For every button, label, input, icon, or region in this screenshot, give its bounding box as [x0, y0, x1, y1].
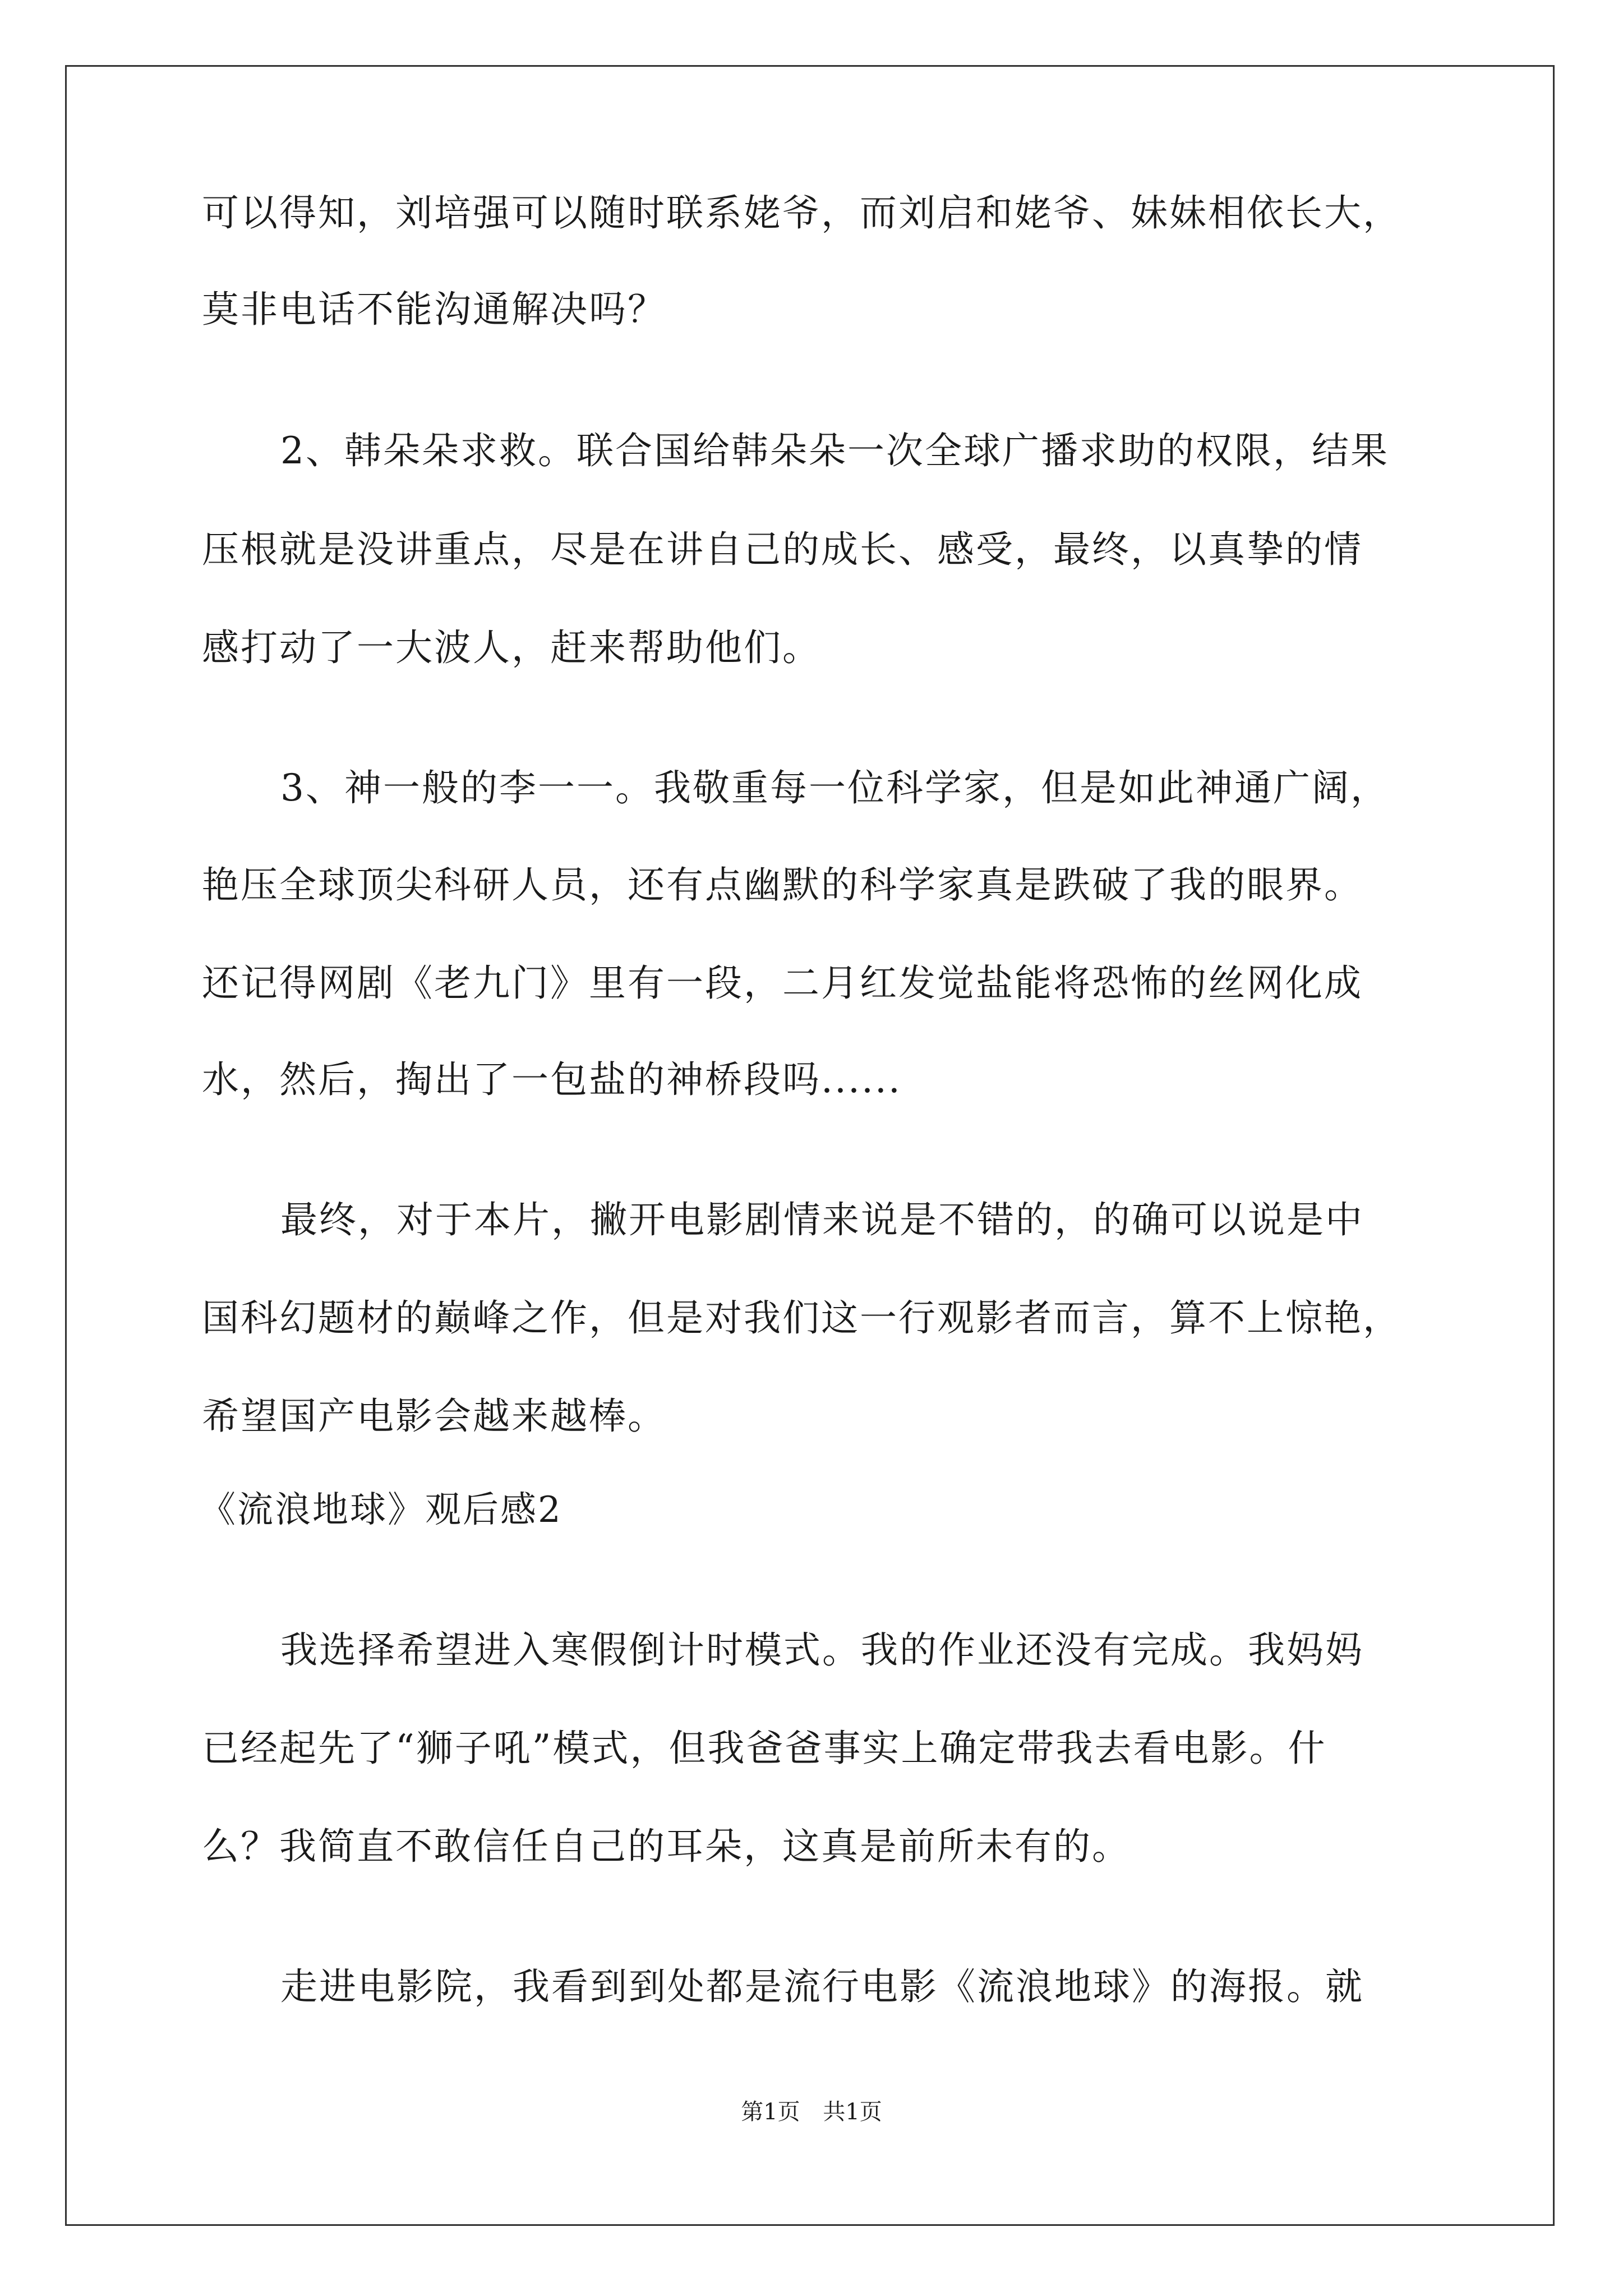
- body-line: 可以得知，刘培强可以随时联系姥爷，而刘启和姥爷、妹妹相依长大，: [202, 191, 1401, 234]
- section-heading: 《流浪地球》观后感2: [200, 1489, 562, 1531]
- page-number: 第1页: [741, 2099, 800, 2125]
- body-line: 艳压全球顶尖科研人员，还有点幽默的科学家真是跌破了我的眼界。: [202, 863, 1363, 907]
- body-line: 水，然后，掏出了一包盐的神桥段吗......: [202, 1058, 902, 1101]
- paragraph-first-line: 我选择希望进入寒假倒计时模式。我的作业还没有完成。我妈妈: [280, 1628, 1364, 1672]
- body-line: 感打动了一大波人，赶来帮助他们。: [202, 626, 821, 669]
- page-border: [65, 65, 1555, 2226]
- body-line: 希望国产电影会越来越棒。: [202, 1395, 666, 1438]
- page-footer: [0, 2098, 1623, 2126]
- page-total: 共1页: [823, 2099, 882, 2125]
- body-line: 已经起先了“狮子吼”模式，但我爸爸事实上确定带我去看电影。什: [202, 1727, 1327, 1770]
- paragraph-first-line: 最终，对于本片，撇开电影剧情来说是不错的，的确可以说是中: [280, 1198, 1364, 1241]
- paragraph-first-line: 2、韩朵朵求救。联合国给韩朵朵一次全球广播求助的权限，结果: [280, 429, 1389, 472]
- body-line: 还记得网剧《老九门》里有一段，二月红发觉盐能将恐怖的丝网化成: [202, 961, 1363, 1005]
- body-line: 压根就是没讲重点，尽是在讲自己的成长、感受，最终，以真挚的情: [202, 528, 1363, 571]
- body-line: 么？我简直不敢信任自己的耳朵，这真是前所未有的。: [202, 1825, 1131, 1868]
- paragraph-first-line: 走进电影院，我看到到处都是流行电影《流浪地球》的海报。就: [280, 1965, 1364, 2008]
- paragraph-first-line: 3、神一般的李一一。我敬重每一位科学家，但是如此神通广阔，: [280, 766, 1389, 809]
- body-line: 国科幻题材的巅峰之作，但是对我们这一行观影者而言，算不上惊艳，: [202, 1296, 1401, 1340]
- body-line: 莫非电话不能沟通解决吗？: [202, 288, 666, 331]
